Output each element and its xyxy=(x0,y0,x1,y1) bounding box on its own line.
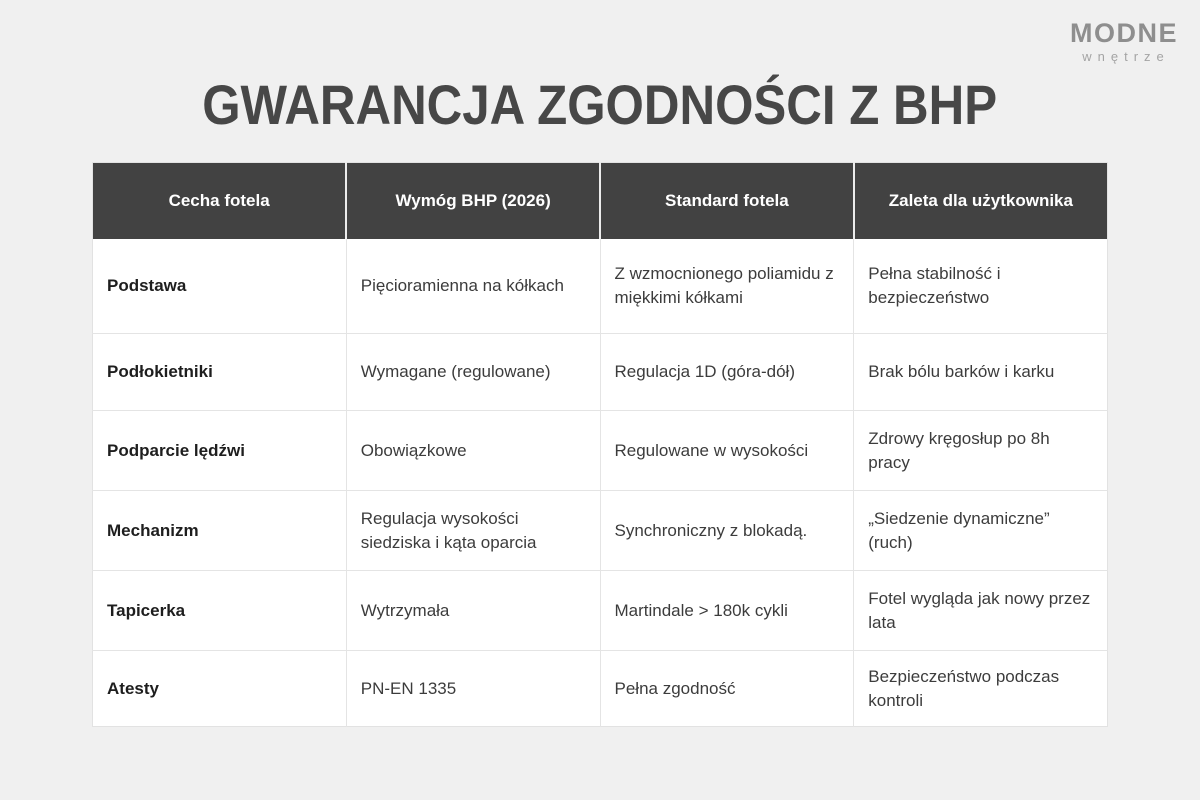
table-row xyxy=(93,651,1108,727)
table-row xyxy=(93,571,1108,651)
cell-standard: Z wzmocnionego poliamidu z miękkimi kółkami xyxy=(600,239,854,334)
cell-requirement: Wymagane (regulowane) xyxy=(346,334,600,411)
table-header-row xyxy=(93,163,1108,239)
cell-requirement: Obowiązkowe xyxy=(346,411,600,491)
cell-feature: Tapicerka xyxy=(93,571,347,651)
cell-feature: Podłokietniki xyxy=(93,334,347,411)
cell-benefit: Fotel wygląda jak nowy przez lata xyxy=(854,571,1108,651)
brand-logo-main: MODNE xyxy=(1070,18,1178,48)
cell-feature: Podparcie lędźwi xyxy=(93,411,347,491)
brand-logo-sub: wnętrze xyxy=(1082,49,1170,64)
page-title xyxy=(0,73,1200,136)
cell-feature: Atesty xyxy=(93,651,347,727)
cell-standard: Regulacja 1D (góra-dół) xyxy=(600,334,854,411)
cell-feature: Podstawa xyxy=(93,239,347,334)
cell-benefit: Pełna stabilność i bezpieczeństwo xyxy=(854,239,1108,334)
cell-requirement: Pięcioramienna na kółkach xyxy=(346,239,600,334)
table-row xyxy=(93,239,1108,334)
cell-requirement: PN-EN 1335 xyxy=(346,651,600,727)
cell-benefit: Bezpieczeństwo podczas kontroli xyxy=(854,651,1108,727)
cell-standard: Pełna zgodność xyxy=(600,651,854,727)
cell-feature: Mechanizm xyxy=(93,491,347,571)
cell-benefit: Brak bólu barków i karku xyxy=(854,334,1108,411)
column-header-feature: Cecha fotela xyxy=(93,163,347,239)
table-header xyxy=(93,163,1108,239)
cell-standard: Synchroniczny z blokadą. xyxy=(600,491,854,571)
cell-standard: Martindale > 180k cykli xyxy=(600,571,854,651)
column-header-benefit: Zaleta dla użytkownika xyxy=(854,163,1108,239)
column-header-requirement: Wymóg BHP (2026) xyxy=(346,163,600,239)
cell-standard: Regulowane w wysokości xyxy=(600,411,854,491)
cell-benefit: „Siedzenie dynamiczne” (ruch) xyxy=(854,491,1108,571)
compliance-table xyxy=(92,162,1108,727)
cell-benefit: Zdrowy kręgosłup po 8h pracy xyxy=(854,411,1108,491)
table-row xyxy=(93,411,1108,491)
cell-requirement: Wytrzymała xyxy=(346,571,600,651)
table-body xyxy=(93,239,1108,727)
cell-requirement: Regulacja wysokości siedziska i kąta oparcia xyxy=(346,491,600,571)
brand-logo xyxy=(1070,20,1178,63)
table-row xyxy=(93,491,1108,571)
table-row xyxy=(93,334,1108,411)
column-header-standard: Standard fotela xyxy=(600,163,854,239)
page-title-text: GWARANCJA ZGODNOŚCI Z BHP xyxy=(202,73,998,136)
